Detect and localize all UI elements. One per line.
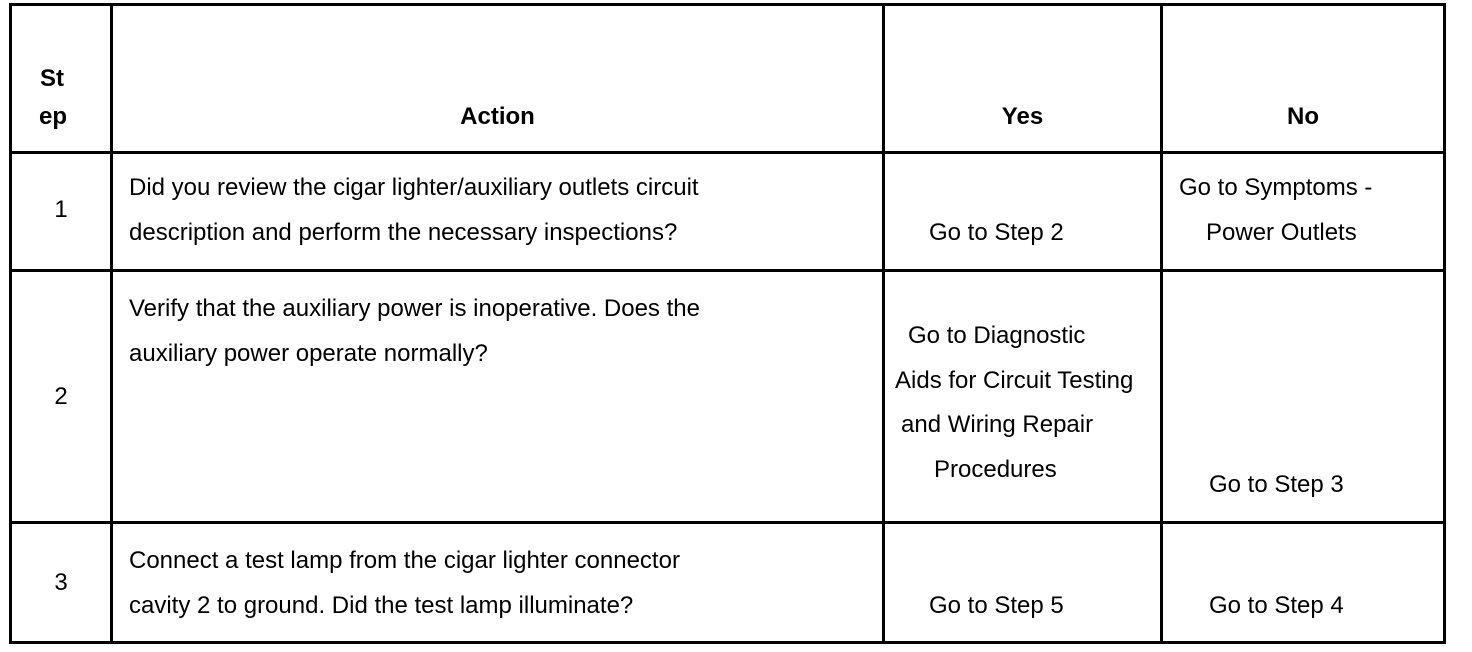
- no-link[interactable]: Go to Step 3: [1209, 471, 1344, 498]
- no-link[interactable]: Go to Step 4: [1209, 592, 1344, 619]
- yes-link-line[interactable]: Procedures: [934, 456, 1057, 483]
- step-number: 3: [54, 569, 68, 596]
- row-divider: [9, 269, 1446, 272]
- table-border-bottom: [9, 641, 1446, 644]
- row-divider: [9, 521, 1446, 524]
- header-step-line: ep: [39, 103, 68, 130]
- header-step-line: St: [40, 65, 64, 92]
- header-yes: Yes: [1001, 103, 1044, 130]
- action-text-line: Did you review the cigar lighter/auxiliary outlets circuit: [129, 174, 699, 201]
- table-border-right: [1443, 3, 1446, 644]
- yes-link-line[interactable]: Aids for Circuit Testing: [895, 367, 1134, 394]
- yes-link-line[interactable]: and Wiring Repair: [901, 411, 1094, 438]
- action-text-line: auxiliary power operate normally?: [129, 340, 488, 367]
- header-divider: [9, 151, 1446, 154]
- yes-link-line[interactable]: Go to Diagnostic: [908, 322, 1086, 349]
- header-action: Action: [460, 103, 535, 130]
- no-link-line[interactable]: Go to Symptoms -: [1179, 174, 1373, 201]
- action-text-line: Connect a test lamp from the cigar lighter connector: [129, 547, 680, 574]
- diagnostic-table: [9, 3, 1446, 644]
- step-number: 1: [54, 196, 68, 223]
- step-number: 2: [54, 383, 68, 410]
- header-no: No: [1287, 103, 1319, 130]
- yes-link[interactable]: Go to Step 2: [929, 219, 1064, 246]
- action-text-line: cavity 2 to ground. Did the test lamp illuminate?: [129, 592, 634, 619]
- table-border-top: [9, 3, 1446, 6]
- action-text-line: description and perform the necessary inspections?: [129, 219, 678, 246]
- no-link-line[interactable]: Power Outlets: [1206, 219, 1357, 246]
- table-border-left: [9, 3, 12, 644]
- yes-link[interactable]: Go to Step 5: [929, 592, 1064, 619]
- action-text-line: Verify that the auxiliary power is inoperative. Does the: [129, 295, 700, 322]
